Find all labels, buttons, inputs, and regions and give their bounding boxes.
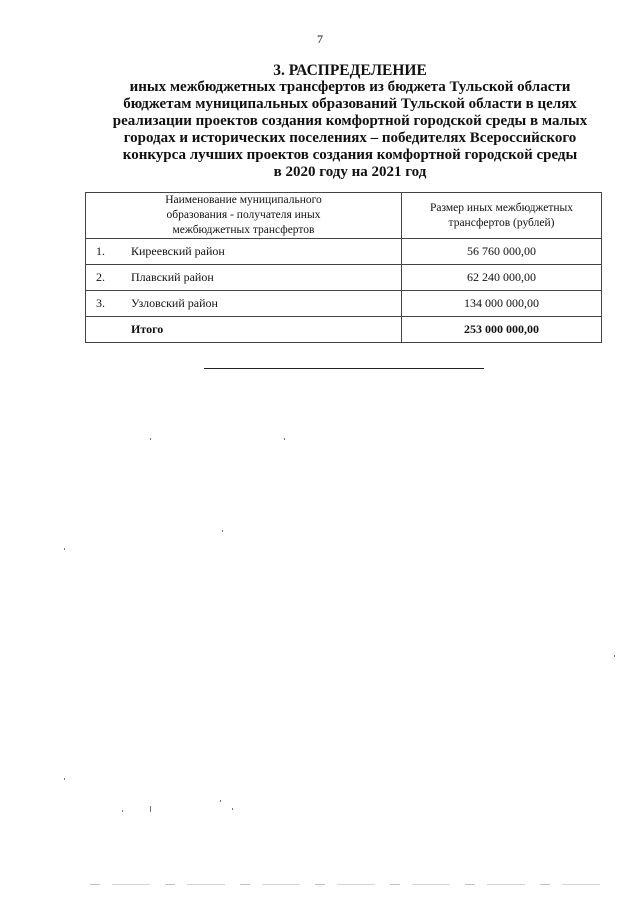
- heading-line: иных межбюджетных трансфертов из бюджета Тульской области: [129, 79, 571, 95]
- scan-speck: [64, 548, 65, 550]
- table-row: [86, 291, 602, 317]
- row-municipality: Плавский район: [123, 265, 402, 291]
- heading-title: 3. РАСПРЕДЕЛЕНИЕ: [273, 62, 427, 79]
- transfers-table: [85, 192, 602, 343]
- heading-line: бюджетам муниципальных образований Тульской области в целях: [123, 96, 577, 112]
- scan-speck: [232, 808, 233, 810]
- scan-speck: [150, 806, 151, 812]
- row-municipality: Узловский район: [123, 291, 402, 317]
- total-number-cell: [86, 317, 124, 343]
- row-amount: 134 000 000,00: [402, 291, 602, 317]
- scan-speck: [614, 655, 615, 657]
- document-heading: [60, 62, 640, 181]
- header-municipality: [86, 193, 402, 239]
- scan-speck: [222, 530, 223, 532]
- header-municipality-text: Наименование муниципального образования - получателя иных межбюджетных трансфертов: [165, 194, 322, 236]
- total-amount: 253 000 000,00: [402, 317, 602, 343]
- total-row: [86, 317, 602, 343]
- heading-line: в 2020 году на 2021 год: [273, 164, 427, 180]
- table-row: [86, 239, 602, 265]
- heading-line: реализации проектов создания комфортной городской среды в малых: [112, 113, 588, 129]
- scan-speck: [64, 778, 65, 780]
- table-header-row: [86, 193, 602, 239]
- scan-speck: [122, 810, 123, 812]
- row-number: 3.: [86, 291, 124, 317]
- heading-line: городах и исторических поселениях – победителях Всероссийского: [123, 130, 577, 146]
- page-number: 7: [317, 32, 323, 46]
- total-label: Итого: [123, 317, 402, 343]
- row-amount: 62 240 000,00: [402, 265, 602, 291]
- end-divider-line: [204, 368, 484, 369]
- row-municipality: Киреевский район: [123, 239, 402, 265]
- scan-speck: [284, 438, 285, 440]
- heading-line: конкурса лучших проектов создания комфортной городской среды: [122, 147, 578, 163]
- scan-speck: [220, 800, 221, 802]
- row-amount: 56 760 000,00: [402, 239, 602, 265]
- row-number: 1.: [86, 239, 124, 265]
- row-number: 2.: [86, 265, 124, 291]
- scan-edge-artifact: [90, 884, 610, 885]
- scan-speck: [150, 438, 151, 440]
- header-amount-text: Размер иных межбюджетных трансфертов (рублей): [430, 201, 573, 229]
- table-row: [86, 265, 602, 291]
- header-amount: [402, 193, 602, 239]
